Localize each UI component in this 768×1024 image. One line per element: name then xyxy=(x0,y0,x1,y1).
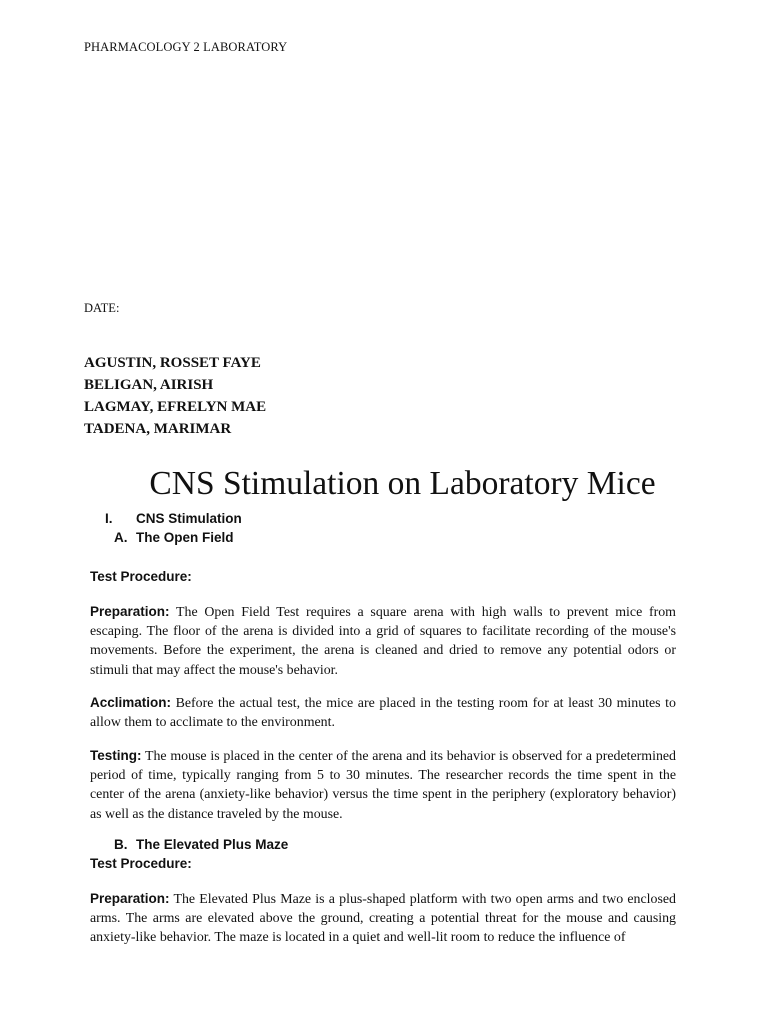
section-title: CNS Stimulation xyxy=(136,511,242,526)
preparation-paragraph-a xyxy=(90,602,676,680)
acclimation-text: Before the actual test, the mice are placed in the testing room for at least 30 minutes to allow them to acclimate to the environment. xyxy=(90,696,676,731)
subsection-a-title: The Open Field xyxy=(136,530,234,545)
testing-paragraph xyxy=(90,746,676,824)
test-procedure-heading-a: Test Procedure: xyxy=(90,569,192,584)
acclimation-paragraph xyxy=(90,693,676,732)
preparation-label: Preparation: xyxy=(90,604,170,619)
author-name: LAGMAY, EFRELYN MAE xyxy=(84,399,267,415)
test-procedure-heading-b: Test Procedure: xyxy=(90,856,192,871)
date-label: DATE: xyxy=(84,301,120,315)
document-title: CNS Stimulation on Laboratory Mice xyxy=(149,465,656,502)
subsection-b-title: The Elevated Plus Maze xyxy=(136,837,289,852)
preparation-label: Preparation: xyxy=(90,891,170,906)
acclimation-label: Acclimation: xyxy=(90,695,172,710)
preparation-paragraph-b xyxy=(90,889,676,948)
author-list xyxy=(84,352,266,440)
author-name: BELIGAN, AIRISH xyxy=(84,377,214,393)
subsection-a-letter: A. xyxy=(114,530,128,545)
author-name: AGUSTIN, ROSSET FAYE xyxy=(84,355,261,371)
author-name: TADENA, MARIMAR xyxy=(84,421,232,437)
subsection-b-letter: B. xyxy=(114,837,128,852)
preparation-text: The Open Field Test requires a square arena with high walls to prevent mice from escaping. The floor of the arena is divided into a grid of squares to facilitate recording of the mouse's movements. Before the experiment, the arena is cleaned and dried to remove any potential odors or stimuli that may affect the mouse's behavior. xyxy=(90,605,676,678)
document-header: PHARMACOLOGY 2 LABORATORY xyxy=(84,40,288,54)
preparation-text: The Elevated Plus Maze is a plus-shaped platform with two open arms and two enclosed arms. The arms are elevated above the ground, creating a potential threat for the mouse and causing anxiety-like behavior. The maze is located in a quiet and well-lit room to reduce the influence of xyxy=(90,892,676,946)
testing-label: Testing: xyxy=(90,748,142,763)
testing-text: The mouse is placed in the center of the arena and its behavior is observed for a predetermined period of time, typically ranging from 5 to 30 minutes. The researcher records the time spent in the center of the arena (anxiety-like behavior) versus the time spent in the periphery (exploratory behavior) as well as the distance traveled by the mouse. xyxy=(90,749,676,822)
section-number: I. xyxy=(105,511,113,526)
